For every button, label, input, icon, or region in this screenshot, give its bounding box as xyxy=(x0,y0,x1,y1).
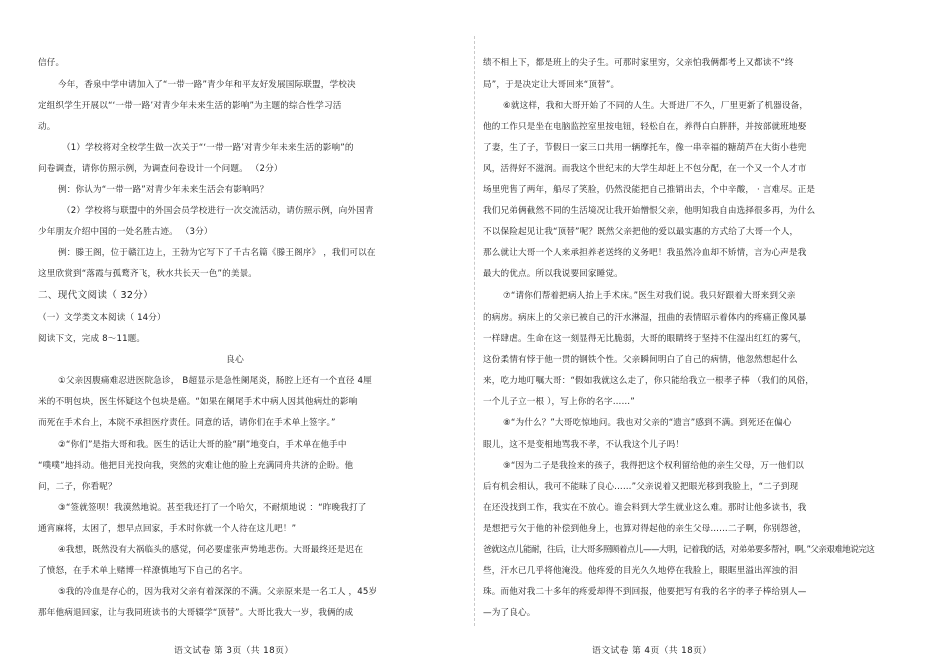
text-line: 例：你认为“一带一路”对青少年未来生活会有影响吗？ xyxy=(58,185,269,195)
text-line: 后有机会相认，我可不能昧了良心……”父亲说着又把眼光移到我脸上，“二子到现 xyxy=(483,482,799,492)
text-line: 一个儿子立一根 ），写上你的名字……” xyxy=(483,397,635,407)
text-line: “噗噗”地抖动。他把目光投向我，突然的灾难让他的脸上充满同舟共济的企盼。他 xyxy=(38,461,354,471)
text-line: 局”，于是决定让大哥回来“顶替”。 xyxy=(483,80,620,90)
text-line: 些，汗水已几乎将他淹没。他疼爱的目光久久地停在我脸上，眼眶里溢出浑浊的泪 xyxy=(483,566,798,576)
left-page xyxy=(0,0,474,671)
text-line: 米的不明包块，医生怀疑这个包块是癌。“如果在阑尾手术中病人因其他病灶的影响 xyxy=(38,397,358,407)
text-line: （1）学校将对全校学生做一次关于“‘一带一路’对青少年未来生活的影响”的 xyxy=(62,143,354,153)
page-footer: 语文试卷 第 3页（共 18页） xyxy=(174,646,294,656)
right-page xyxy=(476,0,950,671)
text-line: 那么就让大哥一个人来承担养老送终的义务吧！我虽然冷血却不矫情，言为心声是我 xyxy=(483,248,807,258)
text-line: 问卷调查，请你仿照示例，为调查问卷设计一个问题。 （2分） xyxy=(38,164,283,174)
text-line: 信仔。 xyxy=(38,58,65,68)
text-line: 通宵麻将，太困了，想早点回家，手术时你就一个人待在这儿吧！” xyxy=(38,524,297,534)
text-line: 我们兄弟俩截然不同的生活境况让我开始憎恨父亲，他明知我自由选择很多再，为什么 xyxy=(483,206,816,216)
section-heading: 二、现代文阅读（ 32分） xyxy=(38,290,154,301)
text-line: 这份柔情有悖于他一贯的钢铁个性。父亲瞬间明白了自己的病情，他忽然想起什么 xyxy=(483,355,798,365)
text-line: 动。 xyxy=(38,122,56,132)
text-line: ①父亲因腹痛难忍进医院急诊， B超显示是急性阑尾炎，肠腔上还有一个直径 4厘 xyxy=(58,376,372,386)
text-line: 在还没找到工作，我实在不放心。谁会料到大学生就业这么难。那时让他多读书，我 xyxy=(483,503,807,513)
page-divider xyxy=(474,36,475,626)
text-line: 是想把亏欠于他的补偿到他身上，也算对得起他的亲生父母……二子啊，你别怨爸， xyxy=(483,524,807,534)
text-line: 的病房。病床上的父亲已被自己的汗水淋湿，扭曲的表情昭示着体内的疼痛正像风暴 xyxy=(483,313,807,323)
text-line: 眼儿，这不是变相地骂我不孝，不认我这个儿子吗！ xyxy=(483,440,685,450)
text-line: 不以保险起见让我“顶替”呢？既然父亲把他的爱以最实惠的方式给了大哥一个人， xyxy=(483,227,799,237)
text-line: 定组织学生开展以“‘一带一路’对青少年未来生活的影响”为主题的综合性学习活 xyxy=(38,101,342,111)
text-line: 少年朋友介绍中国的一处名胜古迹。 （3分） xyxy=(38,227,213,237)
text-line: （2）学校将与联盟中的外国会员学校进行一次交流活动，请仿照示例，向外国青 xyxy=(62,206,374,216)
text-line: ②“你们”是指大哥和我。医生的话让大哥的脸“刷”地变白，手术单在他手中 xyxy=(58,440,347,450)
text-line: 珠。而他对我二十多年的疼爱却得不到回报，他要把写有我的名字的孝子棒给别人— xyxy=(483,587,807,597)
text-line: 来，吃力地叮嘱大哥：“假如我就这么走了，你只能给我立一根孝子棒 （我们的风俗， xyxy=(483,376,815,386)
text-line: 风，活得好不滋润。而我这个世纪末的大学生却赶上不包分配，在一个又一个人才市 xyxy=(483,164,807,174)
text-line: —为了良心。 xyxy=(483,608,536,618)
text-line: ④我想，既然没有大祸临头的感觉，何必要虚张声势地悲伤。大哥最终还是迟在 xyxy=(58,545,364,555)
text-line: 问，二子，你看呢？ xyxy=(38,482,117,492)
text-line: 那年他病退回家，让与我同班读书的大哥辍学“顶替”。大哥比我大一岁，我俩的成 xyxy=(38,608,354,618)
text-line: （一）文学类文本阅读（ 14分） xyxy=(38,313,166,323)
text-line: 这里欣赏到“落霞与孤鹜齐飞，秋水共长天一色”的美景。 xyxy=(38,269,258,279)
text-line: 了愤怒，在手术单上赌博一样潦慎地写下自己的名字。 xyxy=(38,566,248,576)
text-line: ③“签就签呗！我漠然地说。甚至我还打了一个哈欠，不耐烦地说 ：“昨晚我打了 xyxy=(58,503,367,513)
text-line: 绩不相上下，都是班上的尖子生。可那时家里穷，父亲怕我俩都考上又都读不“终 xyxy=(483,58,794,68)
text-line: 阅读下文，完成 8～11题。 xyxy=(38,334,146,344)
text-line: ⑨“因为二子是我捡来的孩子，我得把这个权利留给他的亲生父母，万一他们以 xyxy=(503,461,805,471)
article-title: 良心 xyxy=(226,355,244,365)
text-line: ⑦“请你们帮着把病人抬上手术床。”医生对我们说。我只好跟着大哥来到父亲 xyxy=(503,291,796,301)
text-line: 而死在手术台上，本院不承担医疗责任。同意的话，请你们在手术单上签字。” xyxy=(38,418,336,428)
text-line: 了妻，生了子，节假日一家三口共用一辆摩托车，像一串幸福的糖葫芦在大街小巷兜 xyxy=(483,143,807,153)
text-line: ⑥就这样，我和大哥开始了不同的人生。大哥进厂不久，厂里更新了机器设备， xyxy=(503,101,809,111)
text-line: 他的工作只是坐在电脑监控室里按电钮，轻松自在，养得白白胖胖，并按部就班地娶 xyxy=(483,122,807,132)
page-footer: 语文试卷 第 4页（共 18页） xyxy=(592,646,712,656)
text-line: 爸就这点儿能耐，往后，让大哥多照顾着点儿——大明，记着我的话，对弟弟要多帮衬，啊。”父亲艰难地说完这 xyxy=(483,545,875,555)
text-line: ⑤我的冷血是存心的，因为我对父亲有着深深的不满。父亲原来是一名工人 ，45岁 xyxy=(58,587,378,597)
text-line: 一样肆虐。生命在这一刻显得无比脆弱，大哥的眼睛终于坚持不住湿出红红的雾气， xyxy=(483,334,807,344)
text-line: ⑧“为什么？”大哥吃惊地问。我也对父亲的“遗言”感到不满。到死还在偏心 xyxy=(503,418,792,428)
text-line: 场里兜售了两年，船尽了笑脸，仍然没能把自己推销出去，个中辛酸， · 言难尽。正是 xyxy=(483,185,816,195)
text-line: 例：滕王阁，位于赣江边上，王勃为它写下了千古名篇《滕王阁序》 ，我们可以在 xyxy=(58,248,376,258)
text-line: 最大的优点。所以我说要回家睡觉。 xyxy=(483,269,623,279)
text-line: 今年，香泉中学申请加入了“一带一路”青少年和平友好发展国际联盟，学校决 xyxy=(58,80,356,90)
